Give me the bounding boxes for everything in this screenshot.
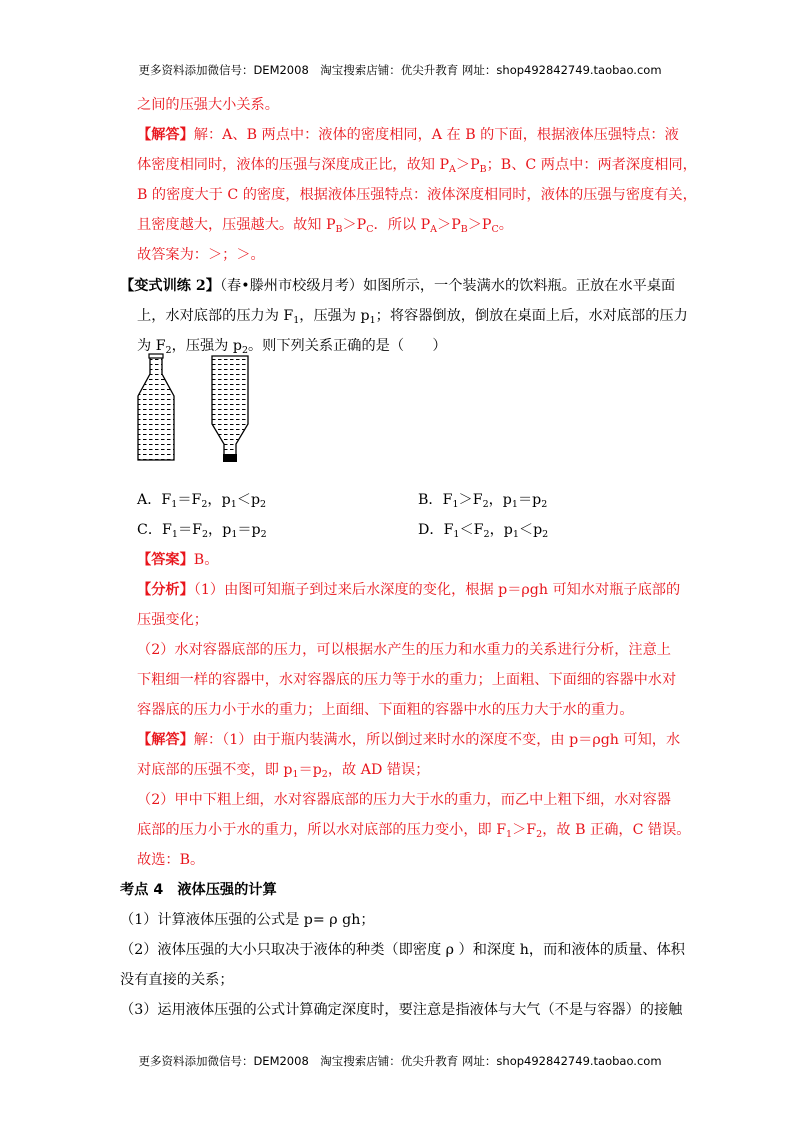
section-para-3: 没有直接的关系； xyxy=(120,972,234,988)
solution-tag-2: 【解答】 xyxy=(137,732,194,748)
section-para-4: （3）运用液体压强的公式计算确定深度时，要注意是指液体与大气（不是与容器）的接触 xyxy=(120,1002,683,1018)
analysis-tag: 【分析】 xyxy=(137,582,194,598)
inverted-bottle xyxy=(212,356,248,462)
solution-line-1: 【解答】解：（1）由于瓶内装满水，所以倒过来时水的深度不变，由 p＝ρgh 可知，水 xyxy=(137,732,681,748)
section-para-1: （1）计算液体压强的公式是 p= ρ gh； xyxy=(120,912,375,928)
prev-line-1: 之间的压强大小关系。 xyxy=(137,97,279,113)
option-b: B．$F_1>F_2$，$p_1=p_2$ xyxy=(418,492,548,510)
exercise-tag: 【变式训练 2】 xyxy=(120,278,220,294)
analysis-line-2: 压强变化； xyxy=(137,612,208,628)
answer-line: 【答案】B。 xyxy=(137,552,219,568)
page-header: 更多资料添加微信号：DEM2008 淘宝搜索店铺：优尖升教育 网址：shop492842749.taobao.com xyxy=(138,63,662,77)
option-c: C．$F_1=F_2$，$p_1=p_2$ xyxy=(137,522,267,540)
answer-tag: 【答案】 xyxy=(137,552,194,568)
prev-line-3: 体密度相同时，液体的压强与深度成正比，故知 $P_A>P_B$；B、C 两点中：两者深度相同， xyxy=(137,157,697,175)
analysis-line-5: 容器底的压力小于水的重力；上面细、下面粗的容器中水的压力大于水的重力。 xyxy=(137,702,634,718)
solution-line-3: （2）甲中下粗上细，水对容器底部的压力大于水的重力，而乙中上粗下细，水对容器 xyxy=(137,792,671,808)
option-a: A．$F_1=F_2$，$p_1<p_2$ xyxy=(137,492,267,510)
analysis-line-3: （2）水对容器底部的压力，可以根据水产生的压力和水重力的关系进行分析，注意上 xyxy=(137,642,671,658)
solution-line-4: 底部的压力小于水的重力，所以水对底部的压力变小，即 $F_1>F_2$，故 B 正确，C 错误。 xyxy=(137,822,691,840)
bottles-figure xyxy=(136,352,256,464)
upright-bottle xyxy=(138,354,174,460)
solution-tag: 【解答】 xyxy=(137,127,194,143)
prev-line-4: B 的密度大于 C 的密度，根据液体压强特点：液体深度相同时，液体的压强与密度有关， xyxy=(137,187,697,203)
analysis-line-1: 【分析】（1）由图可知瓶子到过来后水深度的变化，根据 p＝ρgh 可知水对瓶子底部的 xyxy=(137,582,681,598)
prev-answer-line: 故答案为：＞；＞。 xyxy=(137,247,265,263)
exercise-line-3: 为 $F_2$，压强为 $p_2$。则下列关系正确的是（ ） xyxy=(137,338,447,356)
section-para-2: （2）液体压强的大小只取决于液体的种类（即密度 ρ ）和深度 h，而和液体的质量、体积 xyxy=(120,942,685,958)
prev-line-2: 【解答】解：A、B 两点中：液体的密度相同，A 在 B 的下面，根据液体压强特点：液 xyxy=(137,127,679,143)
solution-line-5: 故选：B。 xyxy=(137,852,205,868)
option-d: D．$F_1<F_2$，$p_1<p_2$ xyxy=(418,522,549,540)
prev-line-5: 且密度越大，压强越大。故知 $P_B>P_C$．所以 $P_A>P_B>P_C$。 xyxy=(137,217,513,235)
section-title: 考点 4 液体压强的计算 xyxy=(120,882,277,898)
solution-line-2: 对底部的压强不变，即 $p_1=p_2$，故 AD 错误； xyxy=(137,762,430,780)
page-footer: 更多资料添加微信号：DEM2008 淘宝搜索店铺：优尖升教育 网址：shop492842749.taobao.com xyxy=(138,1054,662,1068)
exercise-line-1: 【变式训练 2】（春•滕州市校级月考）如图所示，一个装满水的饮料瓶。正放在水平桌面 xyxy=(120,278,676,294)
exercise-line-2: 上，水对底部的压力为 $F_1$，压强为 $p_1$；将容器倒放，倒放在桌面上后，水对底部的压力 xyxy=(137,308,688,326)
analysis-line-4: 下粗细一样的容器中，水对容器底的压力等于水的重力；上面粗、下面细的容器中水对 xyxy=(137,672,677,688)
